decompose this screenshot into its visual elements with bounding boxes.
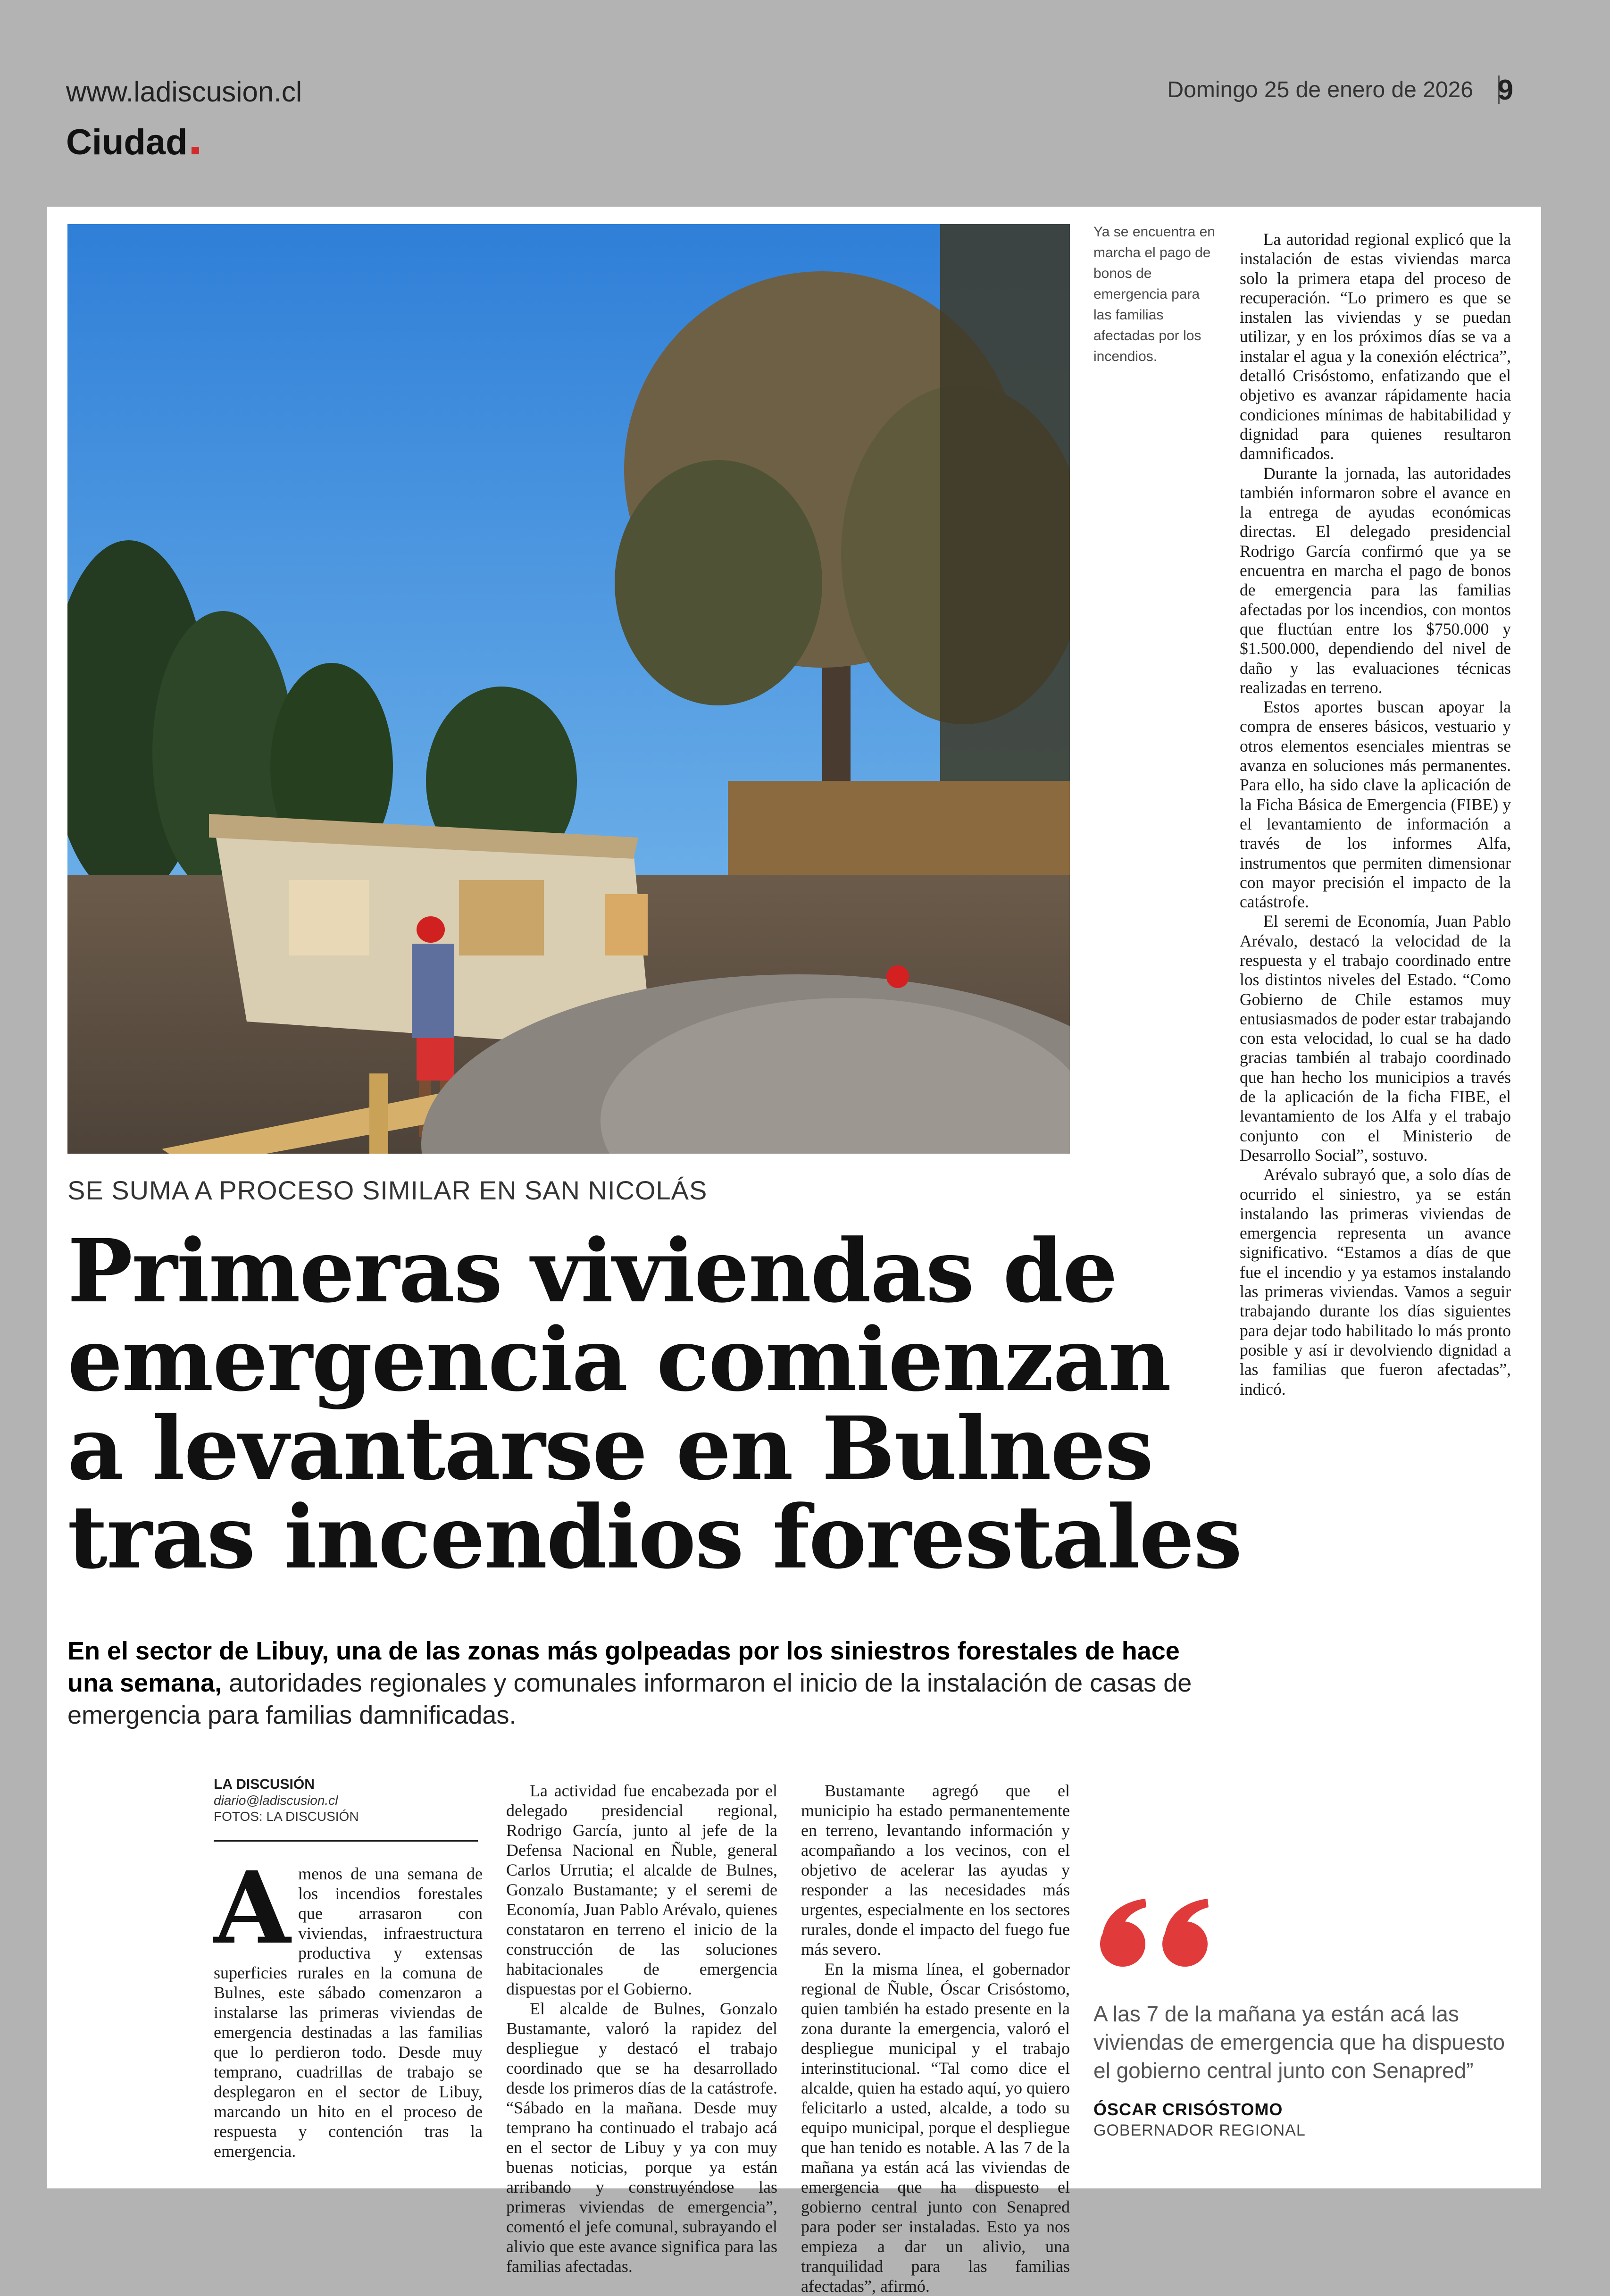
body-paragraph: Durante la jornada, las autoridades también informaron sobre el avance en la entrega de ayudas económicas directas. El delegado presidencial Rodrigo García confirmó que ya se encuentra en marcha el pago de bonos de emergencia para las familias afectadas por los incendios, con montos que fluctúan entre los $750.000 y $1.500.000, dependiendo del nivel de daño y las evaluaciones técnicas realizadas en terreno. bbox=[1240, 463, 1511, 697]
section-label bbox=[66, 122, 199, 163]
body-column-2 bbox=[506, 1781, 777, 2276]
section-name: Ciudad bbox=[66, 122, 188, 162]
section-accent-dot bbox=[192, 147, 199, 154]
body-column-4 bbox=[1240, 230, 1511, 1399]
pull-quote: A las 7 de la mañana ya están acá las viviendas de emergencia que ha dispuesto el gobierno central junto con Senapred” bbox=[1093, 2002, 1505, 2083]
body-paragraph: La actividad fue encabezada por el delegado presidencial regional, Rodrigo García, junto al jefe de la Defensa Nacional en Ñuble, general Carlos Urrutia; el alcalde de Bulnes, Gonzalo Bustamante; y el seremi de Economía, Juan Pablo Arévalo, quienes constataron en terreno el inicio de la construcción de las soluciones habitacionales de emergencia dispuestas por el Gobierno. bbox=[506, 1781, 777, 1998]
body-column-1 bbox=[214, 1850, 483, 2161]
photo-caption: Ya se encuentra en marcha el pago de bonos de emergencia para las familias afectadas por los incendios. bbox=[1093, 224, 1215, 364]
byline bbox=[214, 1776, 468, 1825]
body-paragraph: El seremi de Economía, Juan Pablo Arévalo, destacó la velocidad de la respuesta y el trabajo coordinado entre los distintos niveles del Estado. “Como Gobierno de Chile estamos muy entusiasmados de poder estar trabajando con esta velocidad, lo cual se ha dado gracias también al trabajo coordinado que han hecho los municipios a través de la aplicación de la ficha FIBE, el levantamiento de los Alfa y el trabajo conjunto con el Ministerio de Desarrollo Social”, sostuvo. bbox=[1240, 912, 1511, 1165]
byline-divider bbox=[214, 1840, 478, 1842]
drop-cap: A bbox=[214, 1850, 291, 1966]
deck bbox=[67, 1635, 1200, 1731]
quote-author-role: GOBERNADOR REGIONAL bbox=[1093, 2121, 1306, 2139]
byline-photo-credit: FOTOS: LA DISCUSIÓN bbox=[214, 1809, 359, 1824]
kicker: SE SUMA A PROCESO SIMILAR EN SAN NICOLÁS bbox=[67, 1175, 708, 1205]
deck-lead: En el sector de Libuy, una de las zonas más golpeadas por los siniestros forestales de hace una semana, bbox=[67, 1637, 1180, 1697]
byline-outlet: LA DISCUSIÓN bbox=[214, 1776, 315, 1792]
issue-date: Domingo 25 de enero de 2026 bbox=[1167, 77, 1473, 102]
body-paragraph: Amenos de una semana de los incendios forestales que arrasaron con viviendas, infraestructura productiva y extensas superficies rurales en la comuna de Bulnes, este sábado comenzaron a instalarse las primeras viviendas de emergencia destinadas a las familias que lo perdieron todo. Desde muy temprano, cuadrillas de trabajo se desplegaron en el sector de Libuy, marcando un hito en el proceso de respuesta y contención tras la emergencia. bbox=[214, 1850, 483, 2161]
body-column-3 bbox=[801, 1781, 1070, 2296]
quote-mark-icon bbox=[1093, 1897, 1221, 1968]
emergency-house-construction-image bbox=[67, 224, 1070, 1154]
site-url[interactable]: www.ladiscusion.cl bbox=[66, 76, 302, 108]
quote-author: ÓSCAR CRISÓSTOMO bbox=[1093, 2100, 1283, 2119]
body-paragraph: La autoridad regional explicó que la instalación de estas viviendas marca solo la primera etapa del proceso de recuperación. “Lo primero es que se instalen las viviendas y se puedan utilizar, y en los próximos días se va a instalar el agua y la conexión eléctrica”, detalló Crisóstomo, enfatizando que el objetivo es avanzar rápidamente hacia condiciones mínimas de habitabilidad y dignidad para quienes resultaron damnificados. bbox=[1240, 230, 1511, 463]
article-photo bbox=[67, 224, 1070, 1154]
page-number: 9 bbox=[1497, 74, 1513, 106]
body-paragraph: El alcalde de Bulnes, Gonzalo Bustamante, valoró la rapidez del despliegue y destacó el trabajo coordinado que se ha desarrollado desde los primeros días de la catástrofe. “Sábado en la mañana. Desde muy temprano ha continuado el trabajo acá en el sector de Libuy y ya con muy buenas noticias, porque ya están arribando y construyéndose las primeras viviendas de emergencia”, comentó el jefe comunal, subrayando el alivio que este avance significa para las familias afectadas. bbox=[506, 1999, 777, 2276]
body-paragraph: Estos aportes buscan apoyar la compra de enseres básicos, vestuario y otros elementos esenciales mientras se avanza en soluciones más permanentes. Para ello, ha sido clave la aplicación de la Ficha Básica de Emergencia (FIBE) y el levantamiento de información a través de los informes Alfa, instrumentos que permiten dimensionar con mayor precisión el impacto de la catástrofe. bbox=[1240, 697, 1511, 912]
body-paragraph: Arévalo subrayó que, a solo días de ocurrido el siniestro, ya se están instalando las primeras viviendas de emergencia representa un avance significativo. “Estamos a días de que fue el incendio y ya estamos instalando las primeras viviendas. Vamos a seguir trabajando durante los días siguientes para dejar todo habilitado lo más pronto posible y así ir devolviendo dignidad a las familias que fueron afectadas”, indicó. bbox=[1240, 1165, 1511, 1399]
body-paragraph: Bustamante agregó que el municipio ha estado permanentemente en terreno, levantando información y acompañando a los vecinos, con el objetivo de acelerar las ayudas y responder a las necesidades más urgentes, especialmente en los sectores rurales, donde el impacto del fuego fue más severo. bbox=[801, 1781, 1070, 1959]
deck-text: autoridades regionales y comunales informaron el inicio de la instalación de casas de emergencia para familias damnificadas. bbox=[67, 1669, 1192, 1729]
headline: Primeras viviendas de emergencia comienzan a levantarse en Bulnes tras incendios forestales bbox=[67, 1220, 1242, 1588]
body-paragraph: En la misma línea, el gobernador regional de Ñuble, Óscar Crisóstomo, quien también ha estado presente en la zona durante la emergencia, valoró el despliegue municipal y el trabajo interinstitucional. “Tal como dice el alcalde, quien ha estado aquí, yo quiero felicitarlo a usted, alcalde, a todo su equipo municipal, porque el despliegue que han tenido es notable. A las 7 de la mañana ya están acá las viviendas de emergencia que ha dispuesto el gobierno central junto con Senapred para poder ser instaladas. Esto ya nos empieza a dar un alivio, una tranquilidad para las familias afectadas”, afirmó. bbox=[801, 1960, 1070, 2296]
byline-email[interactable]: diario@ladiscusion.cl bbox=[214, 1793, 338, 1808]
